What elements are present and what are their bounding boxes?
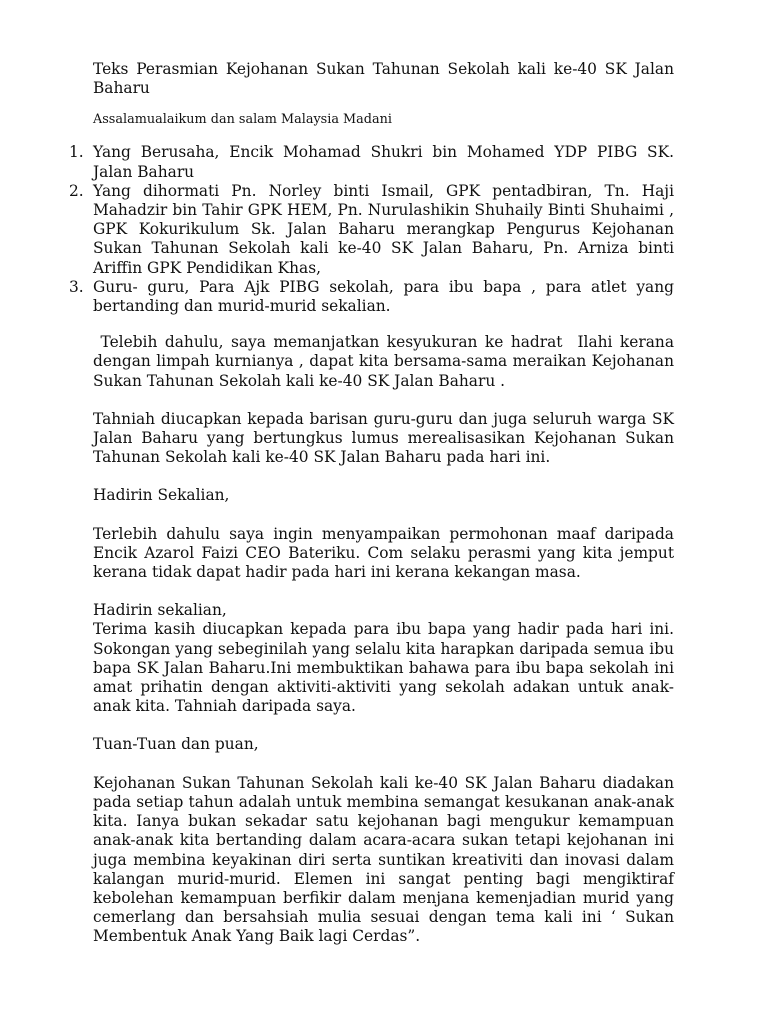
document-body <box>69 60 679 947</box>
greeting-text: Yang Berusaha, Encik Mohamad Shukri bin Mohamed YDP PIBG SK. Jalan Baharu <box>93 143 674 181</box>
paragraph-gratitude: Telebih dahulu, saya memanjatkan kesyukuran ke hadrat Ilahi kerana dengan limpah kurnianya , dapat kita bersama-sama meraikan Kejohanan Sukan Tahunan Sekolah kali ke-40 SK Jalan Baharu . <box>93 333 679 390</box>
greeting-item-1 <box>69 143 674 181</box>
document-title: Teks Perasmian Kejohanan Sukan Tahunan Sekolah kali ke-40 SK Jalan Baharu <box>93 60 674 98</box>
greeting-item-3 <box>69 277 674 316</box>
greeting-text: Guru- guru, Para Ajk PIBG sekolah, para ibu bapa , para atlet yang bertanding dan murid-murid sekalian. <box>93 277 674 316</box>
greeting-text: Yang dihormati Pn. Norley binti Ismail, GPK pentadbiran, Tn. Haji Mahadzir bin Tahir GPK HEM, Pn. Nurulashikin Shuhaily Binti Shuhaimi , GPK Kokurikulum Sk. Jalan Baharu merangkap Pengurus Kejohanan Sukan Tahunan Sekolah kali ke-40 SK Jalan Baharu, Pn. Arniza binti Ariffin GPK Pendidikan Khas, <box>93 181 674 277</box>
greeting-number: 3. <box>69 277 84 296</box>
paragraph-hadirin-heading: Hadirin Sekalian, <box>93 486 230 505</box>
greeting-item-2 <box>69 181 674 278</box>
greetings-list <box>69 143 674 316</box>
paragraph-congratulations: Tahniah diucapkan kepada barisan guru-guru dan juga seluruh warga SK Jalan Baharu yang bertungkus lumus merealisasikan Kejohanan Sukan Tahunan Sekolah kali ke-40 SK Jalan Baharu pada hari ini. <box>93 409 674 467</box>
greeting-number: 1. <box>69 143 84 162</box>
paragraph-apology: Terlebih dahulu saya ingin menyampaikan permohonan maaf daripada Encik Azarol Faizi CEO Bateriku. Com selaku perasmi yang kita jemput kerana tidak dapat hadir pada hari ini kerana kekangan masa. <box>93 524 674 582</box>
paragraph-hadirin-heading-2: Hadirin sekalian, <box>93 601 227 620</box>
salutation: Assalamualaikum dan salam Malaysia Madani <box>93 112 392 128</box>
paragraph-thanks-parents: Terima kasih diucapkan kepada para ibu bapa yang hadir pada hari ini. Sokongan yang sebeginilah yang selalu kita harapkan daripada semua ibu bapa SK Jalan Baharu.Ini membuktikan bahawa para ibu bapa sekolah ini amat prihatin dengan aktiviti-aktiviti yang sekolah adakan untuk anak-anak kita. Tahniah daripada saya. <box>93 620 674 716</box>
paragraph-tuan-puan-heading: Tuan-Tuan dan puan, <box>93 735 259 754</box>
greeting-number: 2. <box>69 181 84 200</box>
paragraph-event-purpose: Kejohanan Sukan Tahunan Sekolah kali ke-40 SK Jalan Baharu diadakan pada setiap tahun adalah untuk membina semangat kesukanan anak-anak kita. Ianya bukan sekadar satu kejohanan bagi mengukur kemampuan anak-anak kita bertanding dalam acara-acara sukan tetapi kejohanan ini juga membina keyakinan diri serta suntikan kreativiti dan inovasi dalam kalangan murid-murid. Elemen ini sangat penting bagi mengiktiraf kebolehan kemampuan berfikir dalam menjana kemenjadian murid yang cemerlang dan bersahsiah mulia sesuai dengan tema kali ini ‘ Sukan Membentuk Anak Yang Baik lagi Cerdas”. <box>93 773 674 946</box>
